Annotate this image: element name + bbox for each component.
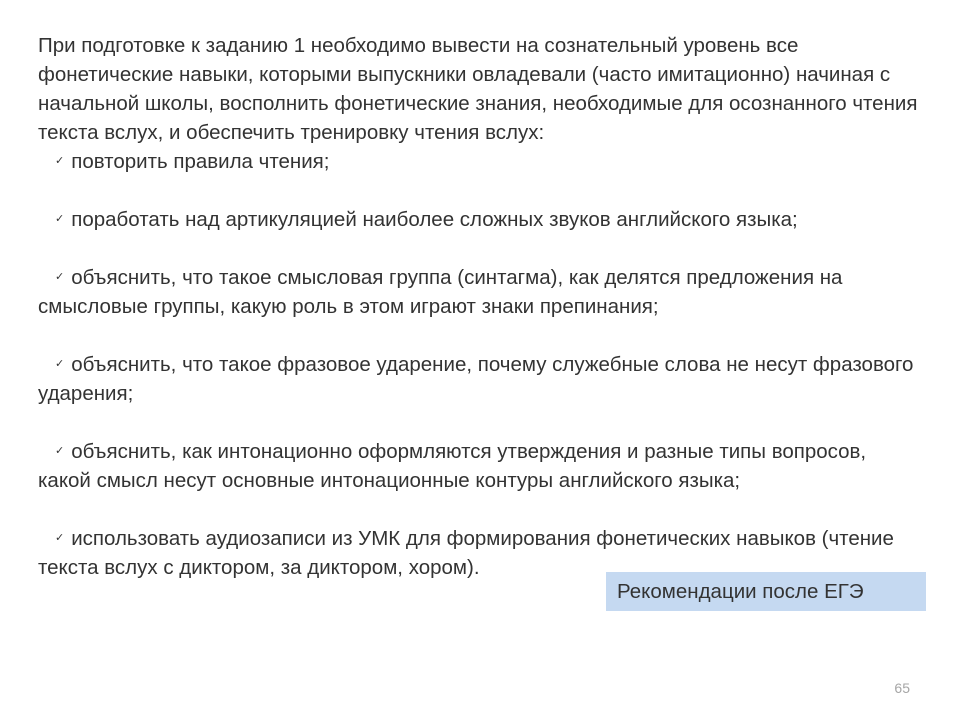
recommendations-badge: Рекомендации после ЕГЭ [606,572,926,611]
bullet-item [38,437,918,495]
slide-body [38,31,918,582]
check-mark-icon: ✓ [55,155,65,167]
bullet-item [38,147,918,176]
intro-paragraph: При подготовке к заданию 1 необходимо вывести на сознательный уровень все фонетические навыки, которыми выпускники овладевали (часто имитационно) начиная с начальной школы, восполнить фонетические знания, необходимые для осознанного чтения текста вслух, и обеспечить тренировку чтения вслух: [38,34,918,144]
bullet-text: повторить правила чтения; [71,150,330,173]
check-mark-icon: ✓ [55,532,65,544]
check-mark-icon: ✓ [55,445,65,457]
bullet-text: объяснить, что такое смысловая группа (синтагма), как делятся предложения на смысловые группы, какую роль в этом играют знаки препинания; [38,266,843,318]
check-mark-icon: ✓ [55,271,65,283]
bullet-item [38,205,918,234]
bullet-text: объяснить, что такое фразовое ударение, почему служебные слова не несут фразового ударения; [38,353,914,405]
bullet-text: поработать над артикуляцией наиболее сложных звуков английского языка; [71,208,798,231]
check-mark-icon: ✓ [55,213,65,225]
check-mark-icon: ✓ [55,358,65,370]
bullet-text: объяснить, как интонационно оформляются утверждения и разные типы вопросов, какой смысл несут основные интонационные контуры английского языка; [38,440,867,492]
page-number: 65 [894,680,910,696]
bullet-text: использовать аудиозаписи из УМК для формирования фонетических навыков (чтение текста вслух с диктором, за диктором, хором). [38,527,894,579]
bullet-item [38,350,918,408]
bullet-item [38,263,918,321]
